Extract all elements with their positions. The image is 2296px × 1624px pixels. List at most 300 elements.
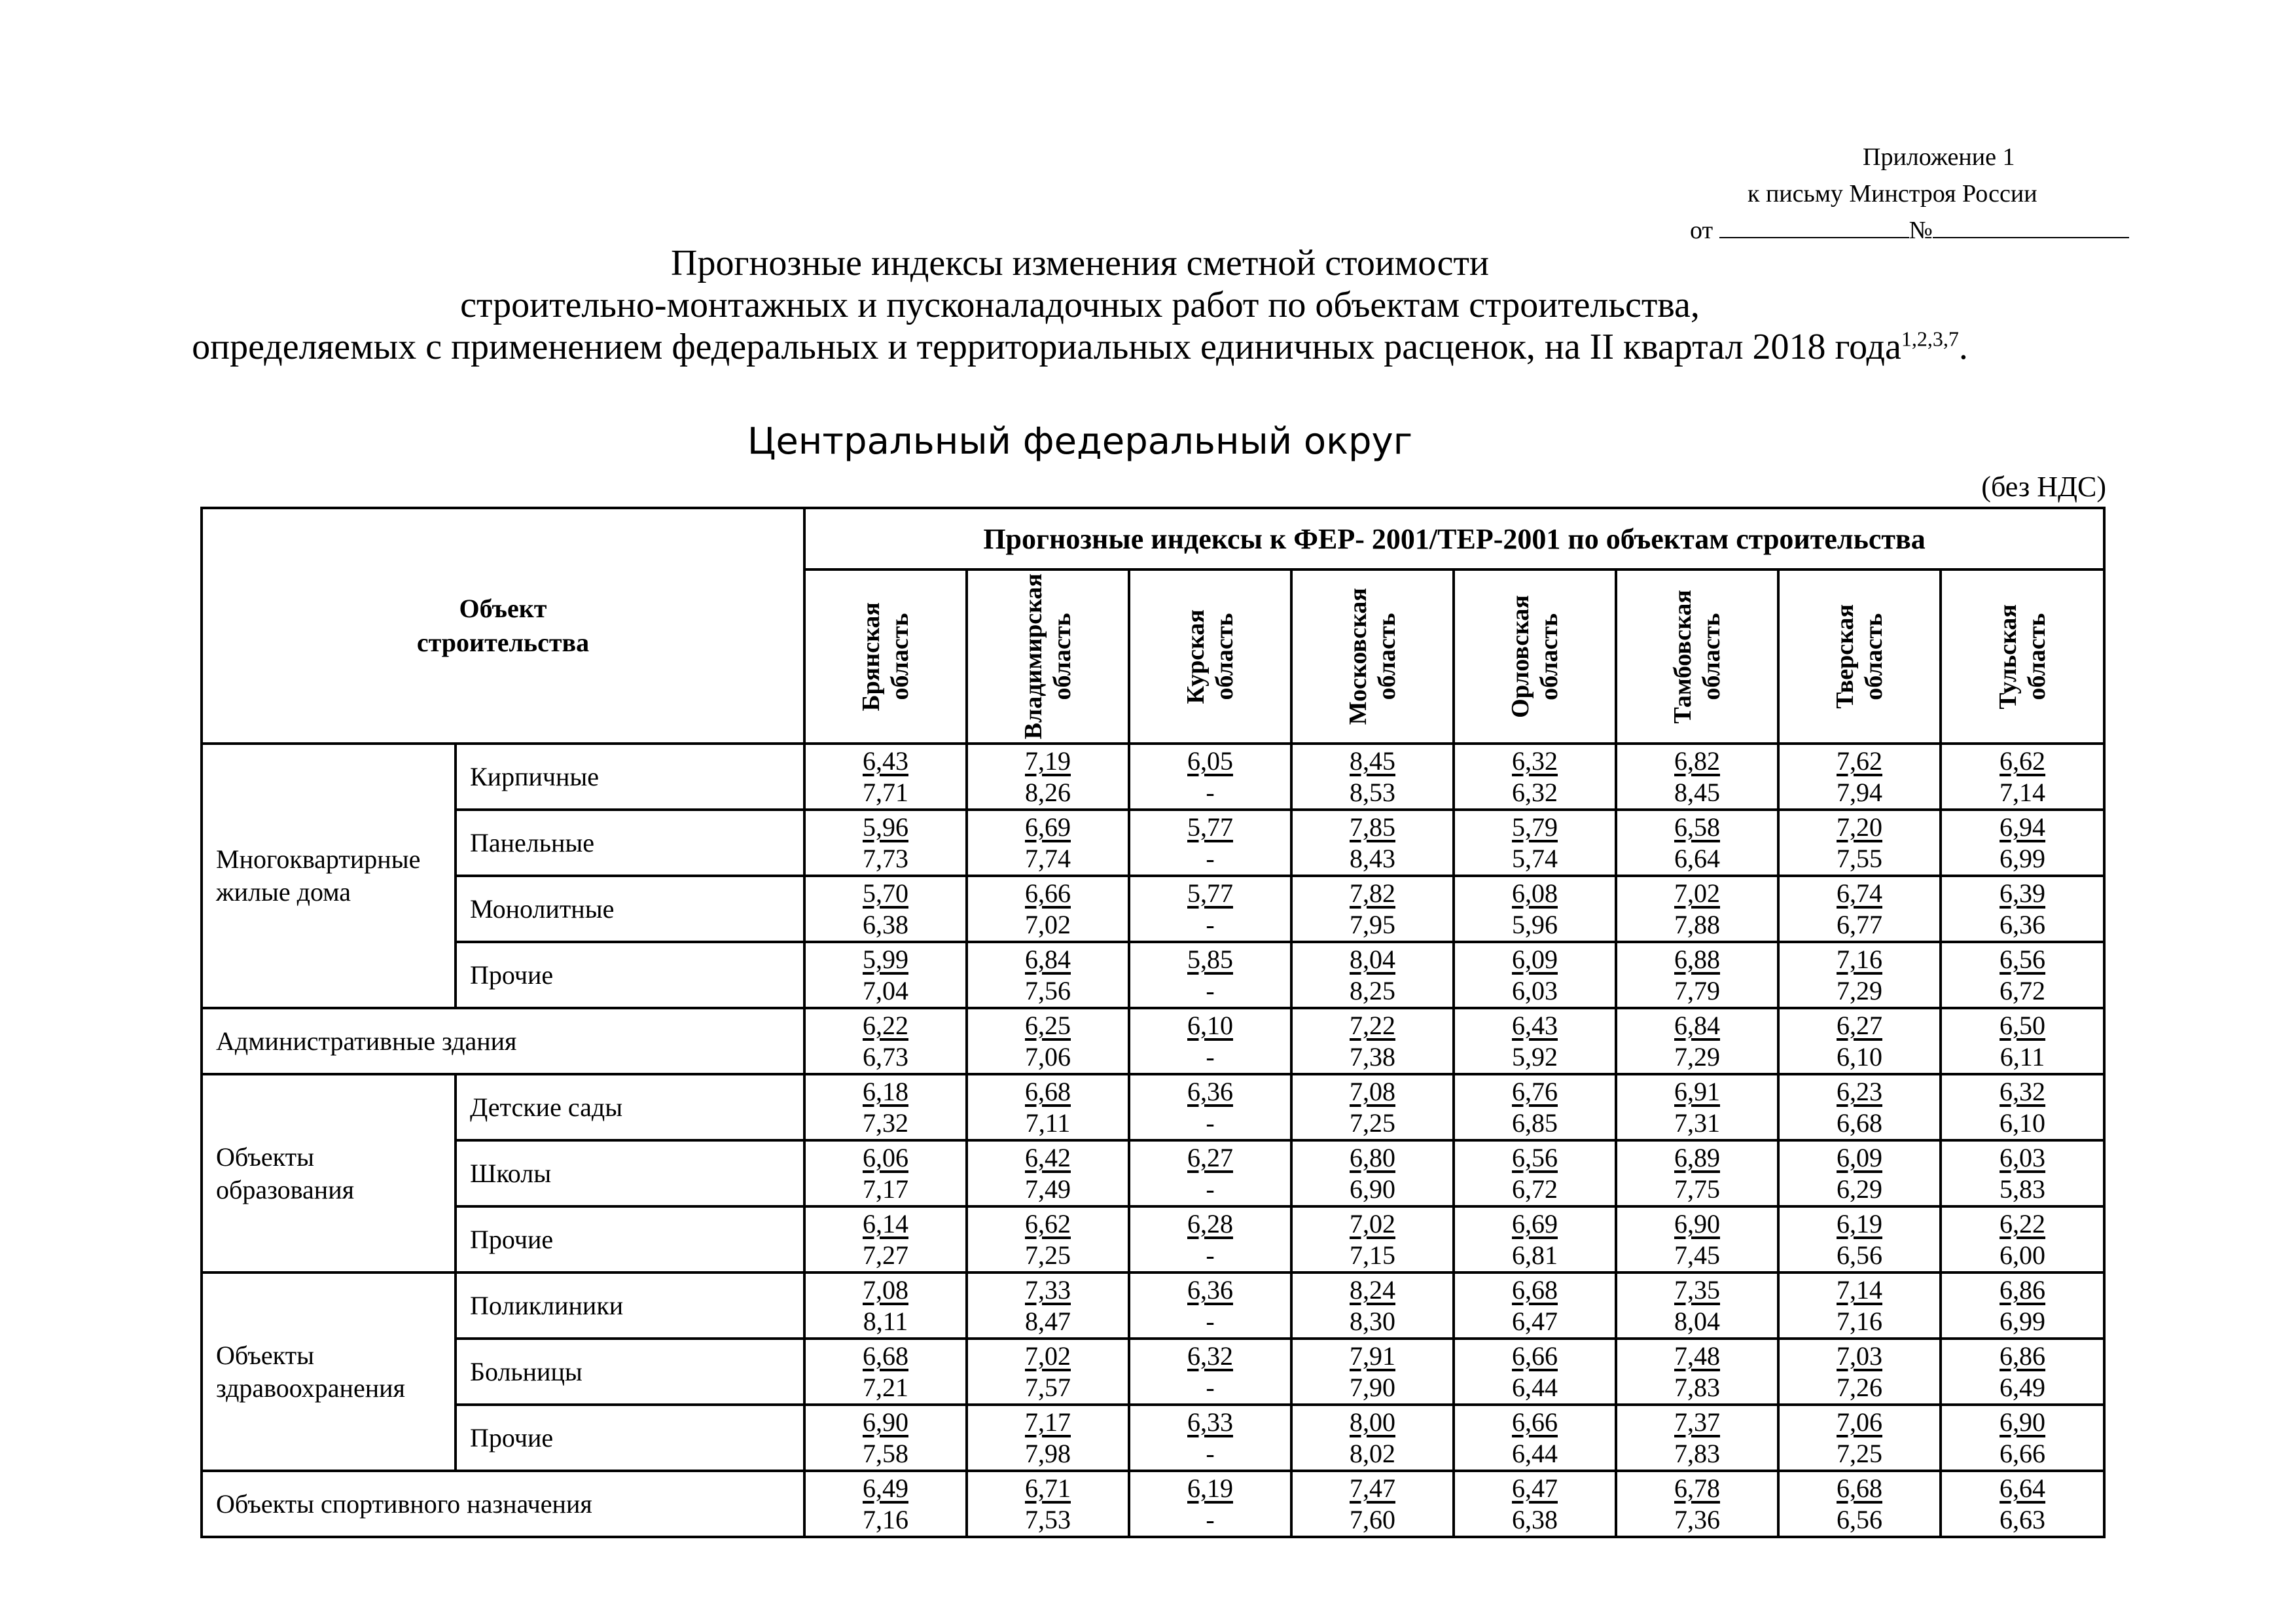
index-cell <box>1129 942 1291 1008</box>
ter-index: 7,74 <box>1025 843 1071 873</box>
region-header-wrap <box>806 571 965 742</box>
ter-index: 6,63 <box>2000 1504 2046 1534</box>
fer-index: 6,69 <box>1025 812 1071 842</box>
index-cell <box>1778 1339 1941 1405</box>
fer-index: 6,89 <box>1674 1142 1720 1172</box>
ter-index: 7,49 <box>1025 1174 1071 1204</box>
region-header <box>1129 569 1291 744</box>
index-cell <box>967 810 1129 876</box>
index-cell <box>1454 942 1616 1008</box>
ter-index: 8,45 <box>1674 777 1720 807</box>
ter-index: 7,16 <box>1837 1306 1882 1336</box>
index-cell <box>804 1471 967 1537</box>
fer-index: 7,14 <box>1837 1274 1882 1305</box>
ter-index: 7,06 <box>1025 1041 1071 1072</box>
fer-index: 6,88 <box>1674 944 1720 974</box>
ter-index: - <box>1206 975 1215 1005</box>
fer-index: 7,85 <box>1350 812 1395 842</box>
ter-index: 7,25 <box>1837 1438 1882 1468</box>
index-cell <box>1454 1206 1616 1272</box>
fer-index: 6,90 <box>1674 1208 1720 1238</box>
region-header-wrap <box>1293 571 1452 742</box>
ter-index: - <box>1206 843 1215 873</box>
fer-index: 6,18 <box>863 1076 908 1106</box>
fer-index: 7,33 <box>1025 1274 1071 1305</box>
ter-index: 7,04 <box>863 975 908 1005</box>
index-cell <box>967 942 1129 1008</box>
index-cell <box>1129 1206 1291 1272</box>
ter-index: 6,85 <box>1512 1108 1558 1138</box>
index-cell <box>967 1272 1129 1339</box>
fer-index: 6,64 <box>2000 1473 2046 1503</box>
index-cell <box>1778 1405 1941 1471</box>
fer-index: 6,71 <box>1025 1473 1071 1503</box>
ter-index: - <box>1206 909 1215 939</box>
region-suffix: область <box>1373 613 1401 700</box>
fer-index: 7,02 <box>1350 1208 1395 1238</box>
region-header-wrap <box>1130 571 1290 742</box>
fer-index: 6,56 <box>2000 944 2046 974</box>
fer-index: 6,36 <box>1187 1274 1233 1305</box>
index-cell <box>1129 810 1291 876</box>
ter-index: 5,83 <box>2000 1174 2046 1204</box>
ter-index: 6,03 <box>1512 975 1558 1005</box>
fer-index: 6,19 <box>1837 1208 1882 1238</box>
region-suffix: область <box>1211 613 1238 700</box>
region-suffix: область <box>1698 613 1725 700</box>
index-cell <box>804 1405 967 1471</box>
region-suffix: область <box>1535 613 1563 700</box>
index-cell <box>1941 1405 2104 1471</box>
ter-index: - <box>1206 1041 1215 1072</box>
region-header-text <box>1019 573 1077 739</box>
index-cell <box>967 1074 1129 1140</box>
ter-index: 6,29 <box>1837 1174 1882 1204</box>
group-label <box>202 744 456 1008</box>
fer-index: 6,32 <box>1187 1341 1233 1371</box>
fer-index: 6,82 <box>1674 746 1720 776</box>
fer-index: 7,02 <box>1025 1341 1071 1371</box>
region-header-wrap <box>968 571 1128 742</box>
index-cell <box>1454 810 1616 876</box>
date-blank-line <box>1719 213 1909 238</box>
object-type-label: Монолитные <box>456 876 804 942</box>
ter-index: 7,58 <box>863 1438 908 1468</box>
region-header-text <box>857 602 914 711</box>
fer-index: 6,91 <box>1674 1076 1720 1106</box>
index-cell <box>1616 1471 1778 1537</box>
fer-index: 7,08 <box>1350 1076 1395 1106</box>
object-type-label: Прочие <box>456 942 804 1008</box>
index-cell <box>1778 1272 1941 1339</box>
appendix-from-label: от <box>1690 217 1713 244</box>
fer-index: 6,05 <box>1187 746 1233 776</box>
index-cell <box>1941 744 2104 810</box>
index-cell <box>1291 942 1454 1008</box>
indices-table <box>200 507 2106 1538</box>
title-line-1: Прогнозные индексы изменения сметной стоимости <box>671 243 1489 283</box>
fer-index: 7,47 <box>1350 1473 1395 1503</box>
fer-index: 6,08 <box>1512 878 1558 908</box>
region-name: Брянская <box>857 602 885 712</box>
index-cell <box>1454 1405 1616 1471</box>
ter-index: 6,68 <box>1837 1108 1882 1138</box>
fer-index: 6,58 <box>1674 812 1720 842</box>
ter-index: 7,31 <box>1674 1108 1720 1138</box>
fer-index: 6,86 <box>2000 1274 2046 1305</box>
region-name: Владимирская <box>1020 573 1047 740</box>
index-cell <box>1778 876 1941 942</box>
fer-index: 5,96 <box>863 812 908 842</box>
fer-index: 8,24 <box>1350 1274 1395 1305</box>
title-footnotes: 1,2,3,7 <box>1901 327 1959 351</box>
fer-index: 6,47 <box>1512 1473 1558 1503</box>
index-cell <box>1454 1140 1616 1206</box>
fer-index: 7,06 <box>1837 1407 1882 1437</box>
title-line-3 <box>131 326 2029 368</box>
index-cell <box>1616 810 1778 876</box>
ter-index: 6,32 <box>1512 777 1558 807</box>
ter-index: 7,26 <box>1837 1372 1882 1402</box>
region-header <box>804 569 967 744</box>
table-row <box>202 1140 2104 1206</box>
index-cell <box>1129 1471 1291 1537</box>
fer-index: 6,68 <box>1025 1076 1071 1106</box>
ter-index: 8,25 <box>1350 975 1395 1005</box>
ter-index: 6,56 <box>1837 1240 1882 1270</box>
group-label-line-2: образования <box>216 1174 354 1204</box>
index-cell <box>1291 1206 1454 1272</box>
appendix-number-label: № <box>1909 217 1933 244</box>
group-label-line-1: Многоквартирные <box>216 844 421 874</box>
region-name: Орловская <box>1507 595 1534 718</box>
index-cell <box>1778 1074 1941 1140</box>
fer-index: 6,23 <box>1837 1076 1882 1106</box>
ter-index: 7,83 <box>1674 1438 1720 1468</box>
region-header <box>1778 569 1941 744</box>
fer-index: 5,85 <box>1187 944 1233 974</box>
ter-index: 8,53 <box>1350 777 1395 807</box>
region-header <box>967 569 1129 744</box>
ter-index: - <box>1206 1438 1215 1468</box>
indices-header: Прогнозные индексы к ФЕР- 2001/ТЕР-2001 по объектам строительства <box>804 508 2104 569</box>
fer-index: 6,78 <box>1674 1473 1720 1503</box>
object-type-label: Кирпичные <box>456 744 804 810</box>
fer-index: 6,27 <box>1837 1010 1882 1040</box>
index-cell <box>804 876 967 942</box>
ter-index: 6,99 <box>2000 843 2046 873</box>
index-cell <box>1778 1206 1941 1272</box>
ter-index: 8,47 <box>1025 1306 1071 1336</box>
document-title <box>131 242 2029 368</box>
fer-index: 5,79 <box>1512 812 1558 842</box>
region-name: Тамбовская <box>1669 589 1696 724</box>
ter-index: 7,71 <box>863 777 908 807</box>
region-name: Московская <box>1344 588 1372 725</box>
fer-index: 6,36 <box>1187 1076 1233 1106</box>
fer-index: 7,16 <box>1837 944 1882 974</box>
index-cell <box>967 1405 1129 1471</box>
ter-index: 7,25 <box>1350 1108 1395 1138</box>
district-heading: Центральный федеральный округ <box>747 420 1413 463</box>
fer-index: 6,22 <box>863 1010 908 1040</box>
region-header <box>1454 569 1616 744</box>
ter-index: 6,38 <box>863 909 908 939</box>
appendix-title: Приложение 1 <box>1863 143 2015 171</box>
fer-index: 6,42 <box>1025 1142 1071 1172</box>
index-cell <box>804 1272 967 1339</box>
fer-index: 5,77 <box>1187 878 1233 908</box>
ter-index: 6,56 <box>1837 1504 1882 1534</box>
fer-index: 7,62 <box>1837 746 1882 776</box>
index-cell <box>1291 810 1454 876</box>
fer-index: 6,66 <box>1512 1407 1558 1437</box>
region-header-wrap <box>1780 571 1939 742</box>
index-cell <box>1291 1272 1454 1339</box>
ter-index: 7,83 <box>1674 1372 1720 1402</box>
fer-index: 6,39 <box>2000 878 2046 908</box>
fer-index: 6,25 <box>1025 1010 1071 1040</box>
region-header-wrap <box>1617 571 1777 742</box>
ter-index: 7,79 <box>1674 975 1720 1005</box>
index-cell <box>1291 1405 1454 1471</box>
ter-index: - <box>1206 1372 1215 1402</box>
ter-index: 6,64 <box>1674 843 1720 873</box>
table-row <box>202 942 2104 1008</box>
index-cell <box>967 1140 1129 1206</box>
fer-index: 7,20 <box>1837 812 1882 842</box>
table-row <box>202 1405 2104 1471</box>
object-type-label: Поликлиники <box>456 1272 804 1339</box>
ter-index: 6,10 <box>2000 1108 2046 1138</box>
region-name: Курская <box>1182 609 1210 704</box>
ter-index: 7,57 <box>1025 1372 1071 1402</box>
fer-index: 6,62 <box>1025 1208 1071 1238</box>
region-header-wrap <box>1942 571 2103 742</box>
fer-index: 7,03 <box>1837 1341 1882 1371</box>
index-cell <box>1291 1471 1454 1537</box>
ter-index: - <box>1206 1108 1215 1138</box>
ter-index: 7,21 <box>863 1372 908 1402</box>
ter-index: 6,47 <box>1512 1306 1558 1336</box>
fer-index: 6,69 <box>1512 1208 1558 1238</box>
index-cell <box>804 1074 967 1140</box>
index-cell <box>967 744 1129 810</box>
fer-index: 7,91 <box>1350 1341 1395 1371</box>
object-label: Административные здания <box>202 1008 804 1074</box>
ter-index: 7,02 <box>1025 909 1071 939</box>
index-cell <box>804 810 967 876</box>
ter-index: 8,04 <box>1674 1306 1720 1336</box>
object-type-label: Панельные <box>456 810 804 876</box>
ter-index: 7,15 <box>1350 1240 1395 1270</box>
index-cell <box>1778 1140 1941 1206</box>
fer-index: 6,50 <box>2000 1010 2046 1040</box>
index-cell <box>1129 1405 1291 1471</box>
fer-index: 6,80 <box>1350 1142 1395 1172</box>
index-cell <box>1129 1339 1291 1405</box>
ter-index: 7,29 <box>1674 1041 1720 1072</box>
fer-index: 7,19 <box>1025 746 1071 776</box>
ter-index: 8,02 <box>1350 1438 1395 1468</box>
ter-index: 7,94 <box>1837 777 1882 807</box>
table-row <box>202 1074 2104 1140</box>
appendix-block <box>1623 139 2173 249</box>
ter-index: 5,74 <box>1512 843 1558 873</box>
index-cell <box>1778 1008 1941 1074</box>
index-cell <box>1129 1074 1291 1140</box>
index-cell <box>804 942 967 1008</box>
ter-index: 6,00 <box>2000 1240 2046 1270</box>
fer-index: 6,27 <box>1187 1142 1233 1172</box>
ter-index: 8,26 <box>1025 777 1071 807</box>
fer-index: 6,62 <box>2000 746 2046 776</box>
index-cell <box>1291 1140 1454 1206</box>
ter-index: 5,96 <box>1512 909 1558 939</box>
ter-index: 7,16 <box>863 1504 908 1534</box>
fer-index: 7,37 <box>1674 1407 1720 1437</box>
index-cell <box>1616 876 1778 942</box>
fer-index: 6,09 <box>1512 944 1558 974</box>
index-cell <box>1129 1008 1291 1074</box>
ter-index: 6,90 <box>1350 1174 1395 1204</box>
region-header-wrap <box>1455 571 1615 742</box>
region-suffix: область <box>1049 613 1076 700</box>
index-cell <box>1778 942 1941 1008</box>
table-row <box>202 810 2104 876</box>
object-type-label: Детские сады <box>456 1074 804 1140</box>
ter-index: 7,88 <box>1674 909 1720 939</box>
fer-index: 6,84 <box>1674 1010 1720 1040</box>
index-cell <box>1616 1405 1778 1471</box>
object-type-label: Школы <box>456 1140 804 1206</box>
ter-index: 7,60 <box>1350 1504 1395 1534</box>
ter-index: 8,30 <box>1350 1306 1395 1336</box>
region-header <box>1616 569 1778 744</box>
appendix-letter-ref: к письму Минстроя России <box>1748 180 2037 208</box>
fer-index: 6,56 <box>1512 1142 1558 1172</box>
ter-index: - <box>1206 1174 1215 1204</box>
ter-index: - <box>1206 777 1215 807</box>
fer-index: 6,94 <box>2000 812 2046 842</box>
region-header-text <box>1668 590 1726 724</box>
ter-index: 6,11 <box>2000 1041 2045 1072</box>
ter-index: 6,77 <box>1837 909 1882 939</box>
fer-index: 5,99 <box>863 944 908 974</box>
ter-index: 7,14 <box>2000 777 2046 807</box>
group-label-line-1: Объекты <box>216 1340 314 1370</box>
object-label: Объекты спортивного назначения <box>202 1471 804 1537</box>
index-cell <box>1941 1471 2104 1537</box>
index-cell <box>1129 876 1291 942</box>
ter-index: 7,27 <box>863 1240 908 1270</box>
index-cell <box>1291 1074 1454 1140</box>
title-line-3-text: определяемых с применением федеральных и территориальных единичных расценок, на II квартал 2018 года <box>192 327 1901 367</box>
ter-index: 6,72 <box>1512 1174 1558 1204</box>
ter-index: 7,11 <box>1025 1108 1071 1138</box>
fer-index: 7,22 <box>1350 1010 1395 1040</box>
index-cell <box>1129 1272 1291 1339</box>
ter-index: 7,45 <box>1674 1240 1720 1270</box>
fer-index: 6,14 <box>863 1208 908 1238</box>
region-header-text <box>1506 595 1564 718</box>
title-line-2: строительно-монтажных и пусконаладочных работ по объектам строительства, <box>460 285 1700 325</box>
fer-index: 8,00 <box>1350 1407 1395 1437</box>
index-cell <box>1129 1140 1291 1206</box>
index-cell <box>1291 876 1454 942</box>
group-label-line-2: здравоохранения <box>216 1373 405 1403</box>
index-cell <box>1454 1272 1616 1339</box>
fer-index: 6,43 <box>1512 1010 1558 1040</box>
region-header-text <box>1344 588 1401 725</box>
number-blank-line <box>1933 213 2129 238</box>
region-header <box>1941 569 2104 744</box>
index-cell <box>1454 1074 1616 1140</box>
ter-index: 7,32 <box>863 1108 908 1138</box>
fer-index: 7,82 <box>1350 878 1395 908</box>
ter-index: 5,92 <box>1512 1041 1558 1072</box>
table-row <box>202 876 2104 942</box>
index-cell <box>1454 744 1616 810</box>
fer-index: 6,32 <box>2000 1076 2046 1106</box>
group-label-line-1: Объекты <box>216 1142 314 1172</box>
fer-index: 6,43 <box>863 746 908 776</box>
ter-index: 7,56 <box>1025 975 1071 1005</box>
ter-index: 7,90 <box>1350 1372 1395 1402</box>
ter-index: 7,53 <box>1025 1504 1071 1534</box>
index-cell <box>1454 1008 1616 1074</box>
table-row <box>202 1008 2104 1074</box>
region-name: Тульская <box>1994 604 2022 710</box>
index-cell <box>804 1140 967 1206</box>
index-cell <box>1941 1008 2104 1074</box>
fer-index: 5,77 <box>1187 812 1233 842</box>
fer-index: 6,19 <box>1187 1473 1233 1503</box>
table-row <box>202 744 2104 810</box>
index-cell <box>967 1008 1129 1074</box>
ter-index: - <box>1206 1306 1215 1336</box>
fer-index: 6,22 <box>2000 1208 2046 1238</box>
ter-index: 8,43 <box>1350 843 1395 873</box>
fer-index: 7,35 <box>1674 1274 1720 1305</box>
index-cell <box>1616 942 1778 1008</box>
ter-index: 7,98 <box>1025 1438 1071 1468</box>
fer-index: 6,09 <box>1837 1142 1882 1172</box>
index-cell <box>1616 1008 1778 1074</box>
index-cell <box>1941 1339 2104 1405</box>
index-cell <box>1941 942 2104 1008</box>
fer-index: 6,66 <box>1512 1341 1558 1371</box>
index-cell <box>1454 876 1616 942</box>
index-cell <box>1941 810 2104 876</box>
fer-index: 7,17 <box>1025 1407 1071 1437</box>
region-header-text <box>1831 604 1888 709</box>
fer-index: 7,02 <box>1674 878 1720 908</box>
fer-index: 6,68 <box>1837 1473 1882 1503</box>
group-label-line-2: жилые дома <box>216 877 351 907</box>
index-cell <box>1454 1339 1616 1405</box>
ter-index: 7,25 <box>1025 1240 1071 1270</box>
ter-index: 7,36 <box>1674 1504 1720 1534</box>
fer-index: 6,86 <box>2000 1341 2046 1371</box>
ter-index: 6,49 <box>2000 1372 2046 1402</box>
ter-index: 6,36 <box>2000 909 2046 939</box>
ter-index: 6,44 <box>1512 1438 1558 1468</box>
fer-index: 5,70 <box>863 878 908 908</box>
table-row <box>202 1339 2104 1405</box>
ter-index: 6,72 <box>2000 975 2046 1005</box>
index-cell <box>1941 876 2104 942</box>
